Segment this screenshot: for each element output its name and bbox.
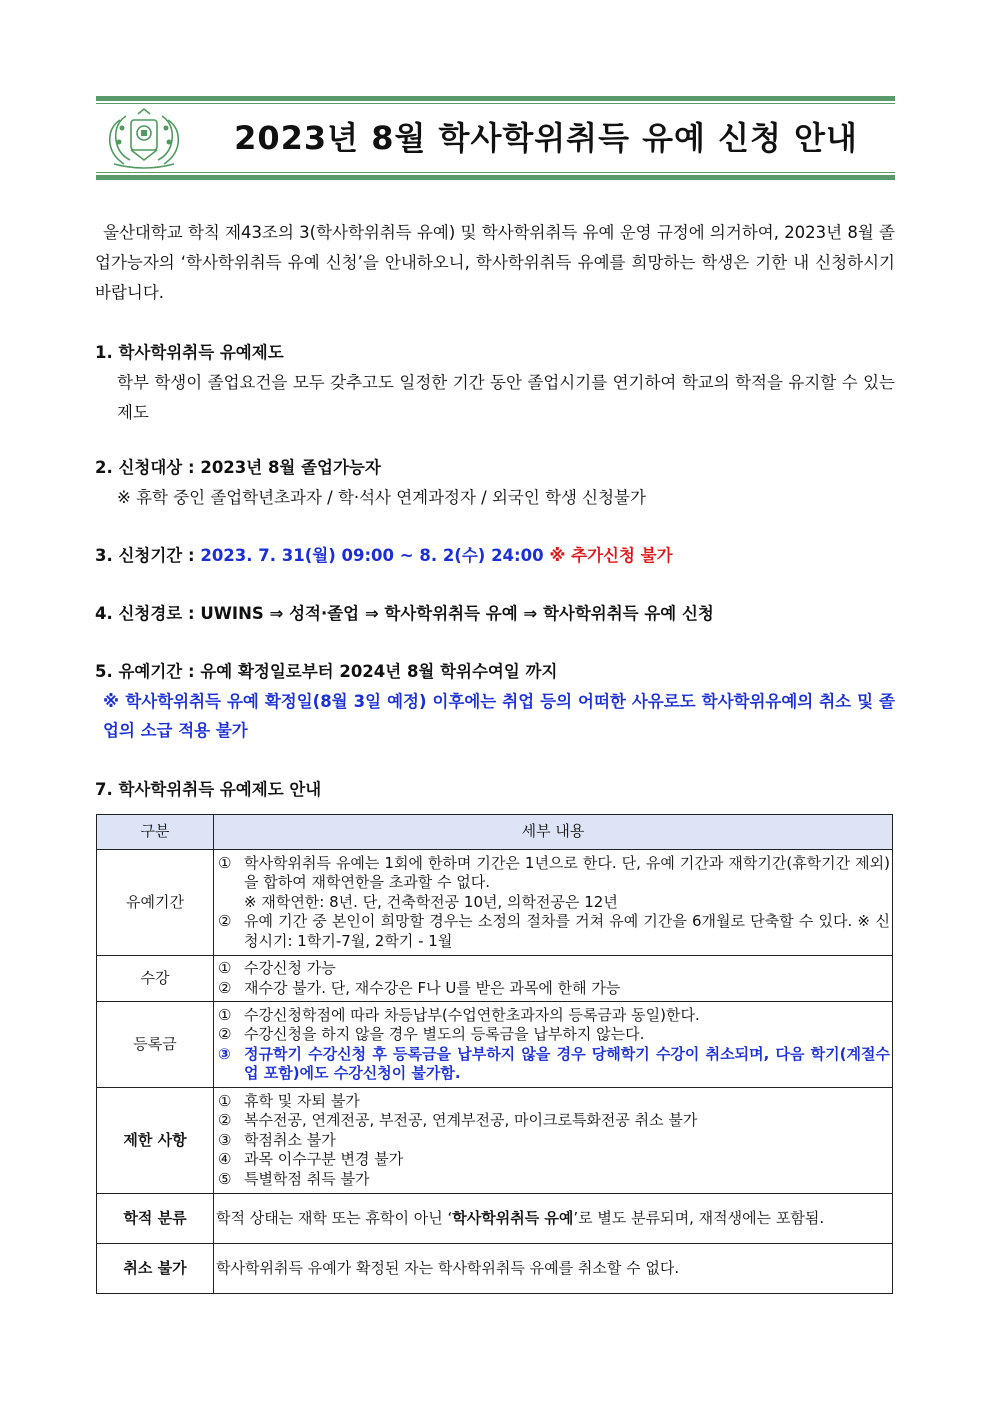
item-number: ② bbox=[218, 1025, 232, 1043]
item-text: 학사학위취득 유예는 1회에 한하며 기간은 1년으로 한다. 단, 유예 기간과 재학기간(휴학기간 제외)을 합하여 재학연한을 초과할 수 없다. bbox=[244, 853, 890, 892]
row-details bbox=[214, 1002, 893, 1088]
list-item bbox=[216, 1170, 890, 1190]
row-category: 학적 분류 bbox=[97, 1194, 214, 1244]
table-header-category: 구분 bbox=[97, 815, 214, 850]
classification-text-bold: 학사학위취득 유예 bbox=[452, 1208, 574, 1227]
item-number: ① bbox=[218, 1091, 232, 1110]
section-4-heading: 4. 신청경로 : UWINS ⇒ 성적·졸업 ⇒ 학사학위취득 유예 ⇒ 학사학위취득 유예 신청 bbox=[95, 604, 714, 623]
section-1-heading: 1. 학사학위취득 유예제도 bbox=[95, 343, 284, 362]
classification-text-pre: 학적 상태는 재학 또는 휴학이 아닌 ‘ bbox=[216, 1208, 453, 1227]
row-category: 유예기간 bbox=[97, 850, 214, 956]
header-bottom-rule bbox=[96, 172, 895, 173]
row-details bbox=[214, 1194, 893, 1244]
header-top-rule bbox=[96, 103, 895, 104]
row-category: 등록금 bbox=[97, 1002, 214, 1088]
section-3 bbox=[95, 541, 895, 571]
item-text: 유예 기간 중 본인이 희망할 경우는 소정의 절차를 거쳐 유예 기간을 6개월로 단축할 수 있다. ※ 신청시기: 1학기-7월, 2학기 - 1월 bbox=[244, 912, 890, 950]
page-title: 2023년 8월 학사학위취득 유예 신청 안내 bbox=[234, 119, 858, 157]
item-text: 정규학기 수강신청 후 등록금을 납부하지 않을 경우 당해학기 수강이 취소되며, 다음 학기(계절수업 포함)에도 수강신청이 불가함. bbox=[244, 1044, 890, 1082]
item-number: ① bbox=[218, 1005, 232, 1024]
section-3-note: 추가신청 불가 bbox=[571, 546, 673, 565]
table-row bbox=[97, 1088, 893, 1194]
item-text: 수강신청학점에 따라 차등납부(수업연한초과자의 등록금과 동일)한다. bbox=[244, 1005, 700, 1024]
item-text: 재수강 불가. 단, 재수강은 F나 U를 받은 과목에 한해 가능 bbox=[244, 978, 621, 997]
table-row bbox=[97, 850, 893, 956]
item-number: ② bbox=[218, 912, 232, 931]
item-number: ⑤ bbox=[218, 1169, 232, 1188]
row-details: 학사학위취득 유예가 확정된 자는 학사학위취득 유예를 취소할 수 없다. bbox=[214, 1244, 893, 1294]
list-item bbox=[216, 1111, 890, 1131]
item-text: 특별학점 취득 불가 bbox=[244, 1169, 370, 1188]
section-2 bbox=[95, 453, 895, 513]
section-7-heading: 7. 학사학위취득 유예제도 안내 bbox=[95, 780, 322, 799]
section-2-note: ※ 휴학 중인 졸업학년초과자 / 학·석사 연계과정자 / 외국인 학생 신청불가 bbox=[117, 488, 646, 507]
section-7 bbox=[95, 775, 895, 805]
list-item bbox=[216, 979, 890, 999]
list-item bbox=[216, 1045, 890, 1084]
table-row bbox=[97, 956, 893, 1002]
list-item bbox=[216, 1092, 890, 1112]
list-item bbox=[216, 1150, 890, 1170]
list-item bbox=[216, 912, 890, 951]
item-text: 학점취소 불가 bbox=[244, 1130, 336, 1149]
item-number: ② bbox=[218, 978, 232, 997]
table-header-details: 세부 내용 bbox=[214, 815, 893, 850]
section-2-heading: 2. 신청대상 : 2023년 8월 졸업가능자 bbox=[95, 458, 381, 477]
item-text: 과목 이수구분 변경 불가 bbox=[244, 1150, 404, 1169]
section-5-note: ※ 학사학위취득 유예 확정일(8월 3일 예정) 이후에는 취업 등의 어떠한 사유로도 학사학위유예의 취소 및 졸업의 소급 적용 불가 bbox=[103, 692, 895, 740]
table-row bbox=[97, 1194, 893, 1244]
row-category: 취소 불가 bbox=[97, 1244, 214, 1294]
row-category: 수강 bbox=[97, 956, 214, 1002]
item-text: 수강신청 가능 bbox=[244, 959, 336, 977]
table-row bbox=[97, 1002, 893, 1088]
table-header-row bbox=[97, 815, 893, 850]
section-5-heading: 5. 유예기간 : 유예 확정일로부터 2024년 8월 학위수여일 까지 bbox=[95, 662, 558, 681]
item-number: ① bbox=[218, 853, 232, 872]
deferral-info-table bbox=[96, 814, 893, 1294]
item-number: ④ bbox=[218, 1150, 232, 1169]
item-number: ③ bbox=[218, 1130, 232, 1149]
list-item bbox=[216, 1025, 890, 1045]
item-number: ① bbox=[218, 959, 232, 977]
table-row bbox=[97, 1244, 893, 1294]
application-period: 2023. 7. 31(월) 09:00 ~ 8. 2(수) 24:00 bbox=[200, 546, 544, 565]
header-top-bar bbox=[96, 96, 895, 101]
item-text: 복수전공, 연계전공, 부전공, 연계부전공, 마이크로특화전공 취소 불가 bbox=[244, 1111, 698, 1130]
intro-paragraph: 울산대학교 학칙 제43조의 3(학사학위취득 유예) 및 학사학위취득 유예 운영 규정에 의거하여, 2023년 8월 졸업가능자의 ‘학사학위취득 유예 신청’을 안내하오니, 학사학위취득 유예를 희망하는 학생은 기한 내 신청하시기 바랍니다. bbox=[95, 223, 895, 302]
section-5 bbox=[95, 657, 895, 745]
item-text: 휴학 및 자퇴 불가 bbox=[244, 1091, 360, 1110]
list-item bbox=[216, 1131, 890, 1151]
section-4 bbox=[95, 599, 895, 629]
document-header bbox=[96, 96, 895, 180]
row-details bbox=[214, 1088, 893, 1194]
row-details bbox=[214, 850, 893, 956]
section-1 bbox=[95, 338, 895, 428]
university-emblem-icon bbox=[104, 106, 184, 170]
row-details bbox=[214, 956, 893, 1002]
section-3-label: 3. 신청기간 : bbox=[95, 546, 201, 565]
item-text: 수강신청을 하지 않을 경우 별도의 등록금을 납부하지 않는다. bbox=[244, 1025, 645, 1043]
list-item bbox=[216, 1006, 890, 1026]
row-category: 제한 사항 bbox=[97, 1088, 214, 1194]
header-bottom-bar bbox=[96, 175, 895, 180]
item-subnote: ※ 재학연한: 8년. 단, 건축학전공 10년, 의학전공은 12년 bbox=[244, 892, 618, 911]
section-1-body: 학부 학생이 졸업요건을 모두 갖추고도 일정한 기간 동안 졸업시기를 연기하여 학교의 학적을 유지할 수 있는 제도 bbox=[117, 373, 895, 422]
classification-text-post: ’로 별도 분류되며, 재적생에는 포함됨. bbox=[573, 1208, 825, 1227]
list-item bbox=[216, 959, 890, 979]
section-3-mark: ※ bbox=[543, 546, 572, 565]
list-item bbox=[216, 854, 890, 893]
item-number: ② bbox=[218, 1111, 232, 1130]
item-number: ③ bbox=[218, 1044, 231, 1063]
